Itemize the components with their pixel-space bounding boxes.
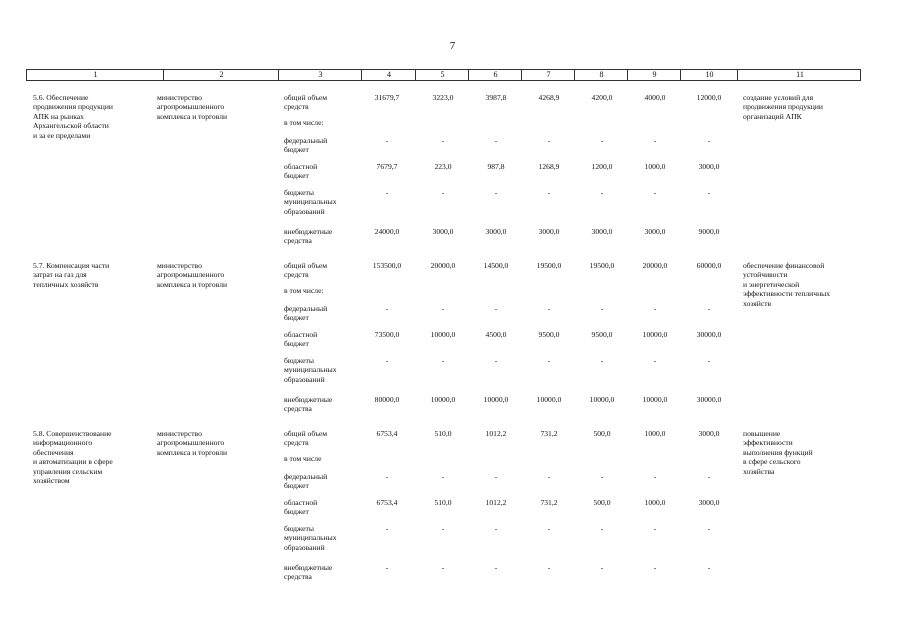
- header-cell: 7: [546, 70, 551, 79]
- funding-value: -: [547, 304, 551, 313]
- funding-value: -: [441, 472, 445, 481]
- funding-value: 3223,0: [432, 93, 454, 102]
- funding-source-label: бюджеты муниципальных образований: [284, 188, 337, 216]
- header-divider: [574, 70, 575, 80]
- measure-result: создание условий для продвижения продукции организаций АПК: [743, 93, 823, 121]
- funding-value: 1000,0: [644, 429, 666, 438]
- funding-value: -: [441, 524, 445, 533]
- funding-value: 3000,0: [644, 227, 666, 236]
- funding-value: -: [600, 188, 604, 197]
- funding-value: -: [653, 472, 657, 481]
- header-cell: 3: [318, 70, 323, 79]
- funding-value: 3000,0: [698, 498, 720, 507]
- measure-executor: министерство агропромышленного комплекса и торговли: [157, 261, 228, 289]
- funding-value: 24000,0: [374, 227, 400, 236]
- funding-value: 10000,0: [483, 395, 509, 404]
- funding-value: -: [600, 524, 604, 533]
- funding-value: -: [385, 472, 389, 481]
- funding-value: -: [385, 304, 389, 313]
- funding-value: 9500,0: [591, 330, 613, 339]
- funding-value: -: [707, 563, 711, 572]
- measure-executor: министерство агропромышленного комплекса и торговли: [157, 429, 228, 457]
- measure-name: 5.7. Компенсация части затрат на газ для тепличных хозяйств: [33, 261, 110, 289]
- funding-value: -: [600, 356, 604, 365]
- funding-value: -: [385, 563, 389, 572]
- funding-value: 9000,0: [698, 227, 720, 236]
- funding-value: -: [547, 188, 551, 197]
- funding-value: -: [441, 304, 445, 313]
- funding-value: -: [441, 356, 445, 365]
- funding-value: -: [547, 563, 551, 572]
- funding-value: 3000,0: [485, 227, 507, 236]
- funding-value: -: [707, 524, 711, 533]
- funding-value: 4200,0: [591, 93, 613, 102]
- header-divider: [361, 70, 362, 80]
- funding-value: 10000,0: [642, 330, 668, 339]
- funding-value: 80000,0: [374, 395, 400, 404]
- funding-source-label: общий объем средств: [284, 261, 328, 280]
- header-divider: [278, 70, 279, 80]
- funding-source-label: федеральный бюджет: [284, 136, 328, 155]
- funding-value: 73500,0: [374, 330, 400, 339]
- header-divider: [680, 70, 681, 80]
- funding-value: 223,0: [434, 162, 452, 171]
- funding-value: -: [707, 188, 711, 197]
- funding-value: -: [385, 188, 389, 197]
- funding-value: 510,0: [434, 429, 452, 438]
- funding-value: 20000,0: [642, 261, 668, 270]
- measure-name: 5.6. Обеспечение продвижения продукции АПК на рынках Архангельской области и за ее пределами: [33, 93, 113, 140]
- funding-value: 9500,0: [538, 330, 560, 339]
- funding-value: -: [385, 524, 389, 533]
- funding-value: 7679,7: [376, 162, 398, 171]
- funding-value: -: [653, 563, 657, 572]
- header-divider: [468, 70, 469, 80]
- funding-value: 6753,4: [376, 429, 398, 438]
- funding-source-label: областной бюджет: [284, 162, 318, 181]
- funding-value: 3987,8: [485, 93, 507, 102]
- funding-value: 19500,0: [589, 261, 615, 270]
- funding-value: 3000,0: [698, 429, 720, 438]
- funding-value: 731,2: [540, 429, 558, 438]
- funding-value: 30000,0: [696, 395, 722, 404]
- funding-source-label: общий объем средств: [284, 429, 328, 448]
- funding-source-label: областной бюджет: [284, 330, 318, 349]
- funding-value: -: [441, 136, 445, 145]
- funding-value: -: [653, 356, 657, 365]
- funding-value: 500,0: [593, 498, 611, 507]
- funding-source-label: в том числе:: [284, 286, 324, 295]
- funding-value: 6753,4: [376, 498, 398, 507]
- funding-value: 3000,0: [591, 227, 613, 236]
- funding-source-label: в том числе:: [284, 118, 324, 127]
- funding-value: 3000,0: [698, 162, 720, 171]
- funding-source-label: федеральный бюджет: [284, 472, 328, 491]
- measure-result: обеспечение финансовой устойчивости и энергетической эффективности тепличных хозяйств: [743, 261, 831, 308]
- funding-value: 1012,2: [485, 429, 507, 438]
- funding-value: 19500,0: [536, 261, 562, 270]
- header-divider: [415, 70, 416, 80]
- funding-value: 510,0: [434, 498, 452, 507]
- funding-value: 1000,0: [644, 498, 666, 507]
- funding-value: 4500,0: [485, 330, 507, 339]
- header-cell: 11: [796, 70, 804, 79]
- funding-value: 10000,0: [430, 395, 456, 404]
- funding-value: -: [707, 304, 711, 313]
- funding-value: -: [600, 136, 604, 145]
- header-cell: 10: [705, 70, 714, 79]
- funding-value: -: [385, 356, 389, 365]
- funding-value: -: [547, 524, 551, 533]
- header-divider: [521, 70, 522, 80]
- funding-value: -: [707, 472, 711, 481]
- funding-value: -: [707, 356, 711, 365]
- funding-value: -: [385, 136, 389, 145]
- funding-value: -: [547, 136, 551, 145]
- funding-value: 4000,0: [644, 93, 666, 102]
- funding-value: 731,2: [540, 498, 558, 507]
- funding-value: 10000,0: [589, 395, 615, 404]
- table-header: [26, 69, 861, 81]
- funding-value: 1268,9: [538, 162, 560, 171]
- funding-value: 30000,0: [696, 330, 722, 339]
- funding-value: 10000,0: [642, 395, 668, 404]
- funding-value: -: [600, 472, 604, 481]
- funding-value: -: [707, 136, 711, 145]
- header-divider: [627, 70, 628, 80]
- funding-value: 20000,0: [430, 261, 456, 270]
- funding-source-label: внебюджетные средства: [284, 227, 333, 246]
- funding-source-label: внебюджетные средства: [284, 395, 333, 414]
- funding-value: -: [653, 188, 657, 197]
- funding-value: -: [494, 136, 498, 145]
- funding-value: 1012,2: [485, 498, 507, 507]
- funding-value: 60000,0: [696, 261, 722, 270]
- header-cell: 2: [219, 70, 224, 79]
- funding-source-label: общий объем средств: [284, 93, 328, 112]
- funding-value: -: [653, 524, 657, 533]
- funding-value: -: [547, 356, 551, 365]
- funding-value: 3000,0: [432, 227, 454, 236]
- funding-source-label: в том числе: [284, 454, 322, 463]
- funding-source-label: областной бюджет: [284, 498, 318, 517]
- funding-value: -: [547, 472, 551, 481]
- funding-value: 31679,7: [374, 93, 400, 102]
- funding-value: -: [494, 524, 498, 533]
- header-cell: 5: [440, 70, 445, 79]
- funding-value: -: [494, 563, 498, 572]
- page-number: 7: [449, 40, 456, 52]
- measure-result: повышение эффективности выполнения функций в сфере сельского хозяйства: [743, 429, 813, 476]
- funding-value: -: [494, 188, 498, 197]
- funding-value: -: [653, 304, 657, 313]
- funding-value: -: [600, 563, 604, 572]
- funding-value: 12000,0: [696, 93, 722, 102]
- funding-value: -: [494, 304, 498, 313]
- funding-value: -: [441, 563, 445, 572]
- header-divider: [737, 70, 738, 80]
- header-cell: 4: [387, 70, 391, 79]
- funding-source-label: внебюджетные средства: [284, 563, 333, 582]
- funding-value: -: [441, 188, 445, 197]
- funding-value: -: [653, 136, 657, 145]
- header-divider: [163, 70, 164, 80]
- funding-value: 987,8: [487, 162, 505, 171]
- funding-value: 500,0: [593, 429, 611, 438]
- funding-value: 1000,0: [644, 162, 666, 171]
- funding-value: -: [600, 304, 604, 313]
- header-cell: 6: [493, 70, 498, 79]
- header-cell: 1: [93, 70, 98, 79]
- funding-source-label: бюджеты муниципальных образований: [284, 356, 337, 384]
- header-cell: 9: [652, 70, 657, 79]
- funding-value: 153500,0: [372, 261, 402, 270]
- funding-source-label: федеральный бюджет: [284, 304, 328, 323]
- funding-value: 14500,0: [483, 261, 509, 270]
- header-cell: 8: [599, 70, 604, 79]
- funding-value: 10000,0: [430, 330, 456, 339]
- measure-name: 5.8. Совершенствование информационного обеспечения и автоматизации в сфере управления сельским хозяйством: [33, 429, 113, 486]
- funding-value: 4268,9: [538, 93, 560, 102]
- funding-value: 3000,0: [538, 227, 560, 236]
- funding-value: -: [494, 472, 498, 481]
- funding-value: -: [494, 356, 498, 365]
- funding-value: 1200,0: [591, 162, 613, 171]
- funding-source-label: бюджеты муниципальных образований: [284, 524, 337, 552]
- funding-value: 10000,0: [536, 395, 562, 404]
- measure-executor: министерство агропромышленного комплекса и торговли: [157, 93, 228, 121]
